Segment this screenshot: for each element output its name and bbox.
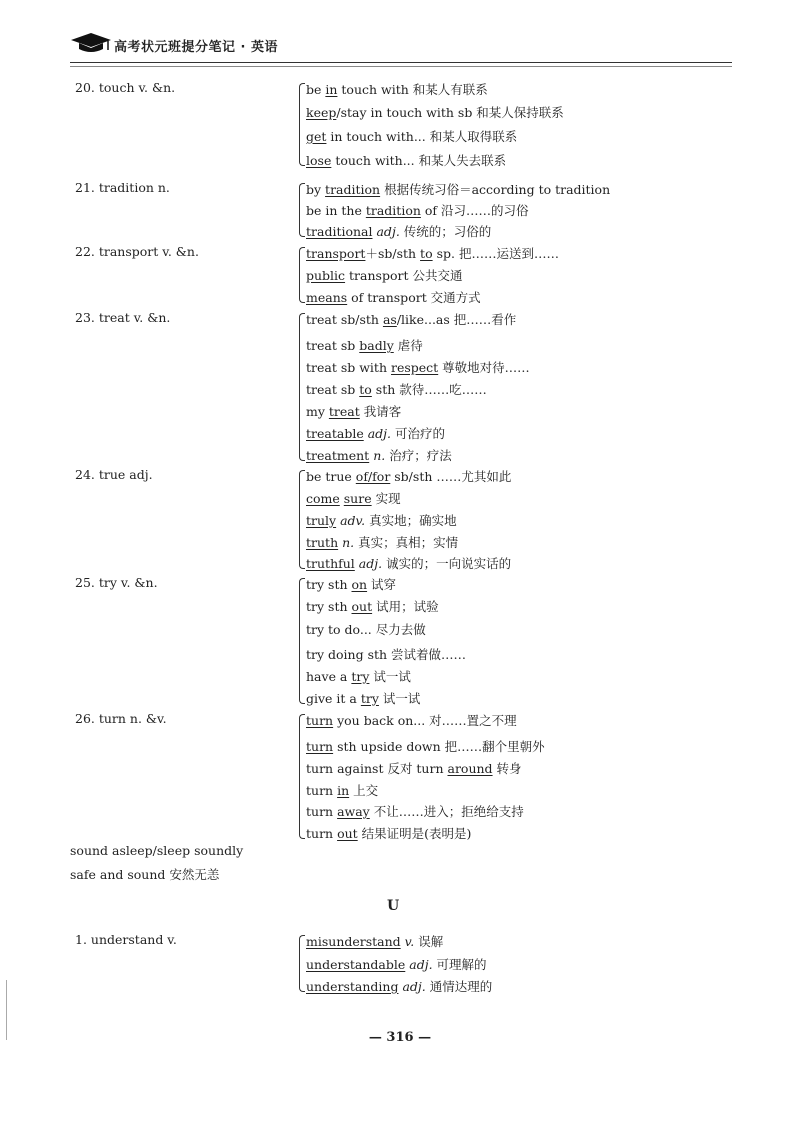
- header-rule-thin: [70, 66, 732, 67]
- headword: 1. understand v.: [75, 932, 177, 947]
- headword: 21. tradition n.: [75, 180, 170, 195]
- phrase-text: 尊敬地对待……: [438, 360, 530, 375]
- headword: 23. treat v. &n.: [75, 310, 171, 325]
- page-header: [70, 28, 730, 58]
- phrase-group: [305, 244, 745, 306]
- underlined-term: treat: [328, 404, 360, 419]
- phrase-text: be true: [306, 469, 356, 484]
- phrase-text: be in the: [306, 203, 366, 218]
- phrase-group: [305, 932, 745, 995]
- underlined-term: tradition: [365, 203, 421, 218]
- headword: 22. transport v. &n.: [75, 244, 199, 259]
- phrase-line: [306, 380, 487, 398]
- phrase-text: turn: [306, 783, 338, 798]
- phrase-text: /like...as 把……看作: [396, 312, 517, 327]
- underlined-term: keep: [306, 105, 337, 120]
- phrase-text: touch with... 和某人失去联系: [331, 153, 507, 168]
- phrase-text: of transport 交通方式: [347, 290, 481, 305]
- phrase-group: [305, 180, 745, 240]
- underlined-term: turn: [306, 739, 334, 754]
- phrase-line: sound asleep/sleep soundly: [70, 843, 244, 858]
- underlined-term: to: [359, 382, 372, 397]
- underlined-term: on: [351, 577, 368, 592]
- brace-bracket: [299, 183, 305, 237]
- underlined-term: in: [325, 82, 338, 97]
- underlined-term: badly: [359, 338, 394, 353]
- phrase-text: by: [306, 182, 326, 197]
- phrase-line: [306, 424, 445, 442]
- phrase-line: [306, 737, 545, 755]
- phrase-text: turn against 反对 turn: [306, 761, 448, 776]
- phrase-text: treat sb: [306, 382, 360, 397]
- headword: 24. true adj.: [75, 467, 153, 482]
- underlined-term: transport: [306, 246, 366, 261]
- phrase-text: turn: [306, 804, 338, 819]
- underlined-term: in: [337, 783, 350, 798]
- phrase-text: 可理解的: [432, 957, 487, 972]
- phrase-text: try sth: [306, 577, 352, 592]
- phrase-text: sp. 把……运送到……: [432, 246, 559, 261]
- phrase-line: [306, 310, 516, 328]
- phrase-line: [306, 575, 396, 593]
- phrase-text: 试穿: [367, 577, 397, 592]
- underlined-term: around: [447, 761, 493, 776]
- header-title: 高考状元班提分笔记 · 英语: [114, 40, 278, 55]
- phrase-line: [306, 446, 452, 464]
- scan-edge-mark: [6, 980, 7, 1040]
- graduation-cap-icon: [70, 32, 112, 54]
- underlined-term: respect: [390, 360, 439, 375]
- phrase-text: 结果证明是(表明是): [357, 826, 472, 841]
- underlined-term: away: [337, 804, 370, 819]
- brace-bracket: [299, 247, 305, 303]
- part-of-speech: adj.: [376, 224, 400, 239]
- phrase-line: [306, 955, 487, 973]
- phrase-text: 上交: [349, 783, 379, 798]
- underlined-term: out: [351, 599, 373, 614]
- phrase-text: try doing sth 尝试着做……: [306, 647, 467, 662]
- part-of-speech: adj.: [358, 556, 383, 571]
- phrase-line: [306, 689, 420, 707]
- phrase-text: 真实地；确实地: [365, 513, 457, 528]
- phrase-text: be: [306, 82, 326, 97]
- phrase-text: in touch with... 和某人取得联系: [326, 129, 518, 144]
- phrase-text: you back on... 对……置之不理: [333, 713, 517, 728]
- underlined-term: come: [306, 491, 340, 506]
- phrase-group: [305, 310, 745, 464]
- underlined-term: truthful: [306, 556, 355, 571]
- phrase-line: [306, 402, 401, 420]
- phrase-line: [306, 597, 439, 615]
- phrase-text: 转身: [492, 761, 522, 776]
- phrase-text: 治疗；疗法: [385, 448, 452, 463]
- phrase-text: turn: [306, 826, 338, 841]
- underlined-term: as: [382, 312, 397, 327]
- brace-bracket: [299, 578, 305, 704]
- part-of-speech: adj.: [367, 426, 392, 441]
- part-of-speech: adj.: [402, 979, 426, 994]
- phrase-line: [306, 711, 517, 729]
- phrase-line: [306, 759, 522, 777]
- phrase-line: [306, 620, 426, 638]
- page-number: — 316 —: [368, 1030, 432, 1045]
- underlined-term: to: [420, 246, 433, 261]
- phrase-text: try to do... 尽力去做: [306, 622, 426, 637]
- headword: 25. try v. &n.: [75, 575, 158, 590]
- part-of-speech: n.: [342, 535, 355, 550]
- underlined-term: turn: [306, 713, 334, 728]
- underlined-term: sure: [343, 491, 372, 506]
- phrase-line: [306, 554, 511, 572]
- phrase-text: 试用；试验: [372, 599, 439, 614]
- phrase-text: have a: [306, 669, 352, 684]
- phrase-line: [306, 288, 481, 306]
- part-of-speech: n.: [373, 448, 386, 463]
- phrase-group: [305, 575, 745, 707]
- phrase-line: [306, 824, 471, 842]
- phrase-text: 我请客: [359, 404, 402, 419]
- phrase-line: [306, 511, 457, 529]
- underlined-term: traditional: [306, 224, 373, 239]
- phrase-line: [306, 222, 491, 240]
- underlined-term: understanding: [306, 979, 399, 994]
- phrase-text: 可治疗的: [391, 426, 446, 441]
- phrase-line: [306, 80, 488, 98]
- phrase-text: 不让……进入；拒绝给支持: [369, 804, 524, 819]
- phrase-line: [306, 103, 564, 121]
- brace-bracket: [299, 83, 305, 166]
- phrase-text: treat sb/sth: [306, 312, 383, 327]
- section-letter: U: [387, 898, 400, 914]
- headword: 20. touch v. &n.: [75, 80, 176, 95]
- phrase-text: ＋sb/sth: [365, 246, 421, 261]
- brace-bracket: [299, 935, 305, 992]
- phrase-text: give it a: [306, 691, 361, 706]
- underlined-term: try: [360, 691, 379, 706]
- part-of-speech: v.: [404, 934, 415, 949]
- phrase-line: [306, 489, 401, 507]
- underlined-term: lose: [306, 153, 332, 168]
- underlined-term: means: [306, 290, 348, 305]
- phrase-line: [306, 358, 530, 376]
- phrase-line: [306, 244, 559, 262]
- brace-bracket: [299, 714, 305, 839]
- underlined-term: understandable: [306, 957, 406, 972]
- phrase-text: sth upside down 把……翻个里朝外: [333, 739, 545, 754]
- phrase-text: 试一试: [369, 669, 411, 684]
- phrase-line: [306, 932, 443, 950]
- underlined-term: out: [337, 826, 358, 841]
- phrase-text: /stay in touch with sb 和某人保持联系: [336, 105, 564, 120]
- phrase-text: 误解: [414, 934, 444, 949]
- phrase-line: [306, 977, 492, 995]
- phrase-text: 虐待: [393, 338, 423, 353]
- part-of-speech: adj.: [409, 957, 433, 972]
- phrase-line: [306, 266, 462, 284]
- phrase-line: [306, 127, 517, 145]
- phrase-text: 通情达理的: [425, 979, 493, 994]
- phrase-text: treat sb with: [306, 360, 391, 375]
- underlined-term: of/for: [355, 469, 391, 484]
- underlined-term: misunderstand: [306, 934, 401, 949]
- phrase-text: 传统的；习俗的: [399, 224, 492, 239]
- brace-bracket: [299, 470, 305, 569]
- part-of-speech: adv.: [340, 513, 366, 528]
- phrase-text: 实现: [371, 491, 401, 506]
- phrase-group: [305, 467, 745, 572]
- phrase-line: [306, 336, 423, 354]
- phrase-line: [306, 802, 524, 820]
- phrase-line: safe and sound 安然无恙: [70, 867, 220, 882]
- phrase-group: [305, 711, 745, 842]
- header-rule: [70, 62, 732, 63]
- underlined-term: truly: [306, 513, 337, 528]
- phrase-line: [306, 467, 511, 485]
- underlined-term: try: [351, 669, 370, 684]
- headword: 26. turn n. &v.: [75, 711, 167, 726]
- phrase-text: 试一试: [378, 691, 421, 706]
- phrase-text: touch with 和某人有联系: [337, 82, 488, 97]
- phrase-text: 诚实的；一向说实话的: [382, 556, 512, 571]
- phrase-line: [306, 151, 506, 169]
- underlined-term: truth: [306, 535, 339, 550]
- phrase-group: [305, 80, 745, 169]
- phrase-text: treat sb: [306, 338, 360, 353]
- phrase-text: 真实；真相；实情: [354, 535, 459, 550]
- phrase-text: 根据传统习俗＝according to tradition: [380, 182, 611, 197]
- phrase-text: my: [306, 404, 329, 419]
- phrase-text: transport 公共交通: [345, 268, 463, 283]
- phrase-text: of 沿习……的习俗: [420, 203, 529, 218]
- phrase-line: [306, 645, 466, 663]
- phrase-line: [306, 667, 411, 685]
- phrase-text: sth 款待……吃……: [371, 382, 487, 397]
- phrase-line: [306, 533, 458, 551]
- underlined-term: treatment: [306, 448, 370, 463]
- phrase-text: sb/sth ……尤其如此: [390, 469, 512, 484]
- phrase-line: [306, 180, 610, 198]
- underlined-term: treatable: [306, 426, 364, 441]
- underlined-term: public: [306, 268, 346, 283]
- underlined-term: get: [306, 129, 327, 144]
- phrase-line: [306, 201, 529, 219]
- phrase-line: [306, 781, 378, 799]
- underlined-term: tradition: [325, 182, 381, 197]
- brace-bracket: [299, 313, 305, 461]
- phrase-text: try sth: [306, 599, 352, 614]
